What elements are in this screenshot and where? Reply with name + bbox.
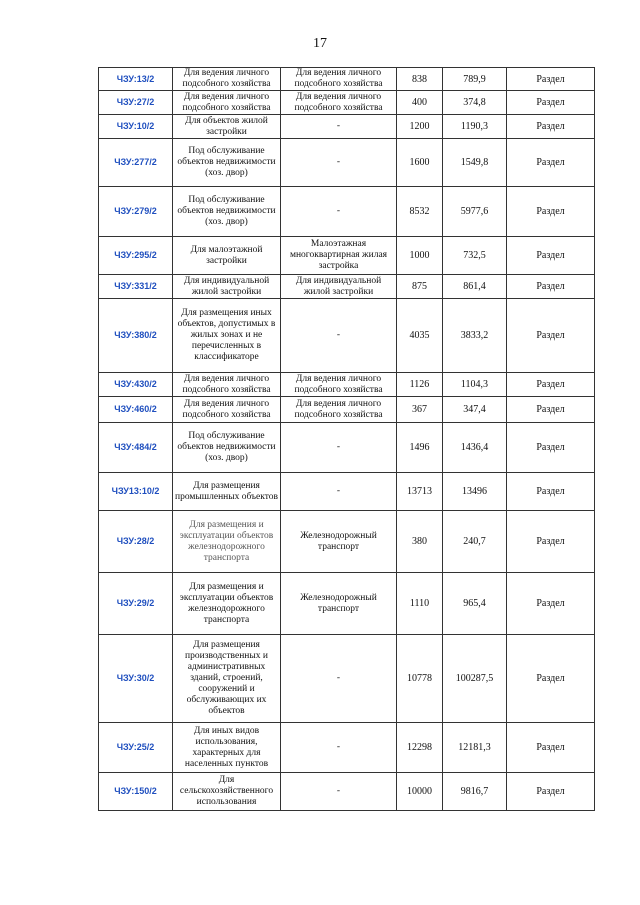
- permitted-use: Для размещения производственных и административных зданий, строений, сооружений и обслуживающих их объектов: [173, 635, 281, 723]
- plot-id: ЧЗУ:331/2: [99, 275, 173, 299]
- permitted-use: Под обслуживание объектов недвижимости (хоз. двор): [173, 187, 281, 237]
- action-cell: Раздел: [507, 187, 595, 237]
- action-cell: Раздел: [507, 68, 595, 91]
- table-row: [99, 773, 595, 811]
- area-value: 1110: [397, 573, 443, 635]
- plot-id: ЧЗУ:150/2: [99, 773, 173, 811]
- action-cell: Раздел: [507, 635, 595, 723]
- alt-permitted-use: -: [281, 473, 397, 511]
- action-cell: Раздел: [507, 773, 595, 811]
- table-row: [99, 91, 595, 115]
- area-actual: 1104,3: [443, 373, 507, 397]
- table-row: [99, 423, 595, 473]
- area-value: 380: [397, 511, 443, 573]
- plot-id: ЧЗУ:430/2: [99, 373, 173, 397]
- table-row: [99, 397, 595, 423]
- plot-id: ЧЗУ:28/2: [99, 511, 173, 573]
- area-value: 400: [397, 91, 443, 115]
- table-row: [99, 237, 595, 275]
- action-cell: Раздел: [507, 275, 595, 299]
- area-actual: 12181,3: [443, 723, 507, 773]
- area-value: 8532: [397, 187, 443, 237]
- alt-permitted-use: Железнодорожный транспорт: [281, 511, 397, 573]
- action-cell: Раздел: [507, 723, 595, 773]
- table-row: [99, 187, 595, 237]
- table-row: [99, 635, 595, 723]
- permitted-use: Для ведения личного подсобного хозяйства: [173, 68, 281, 91]
- area-actual: 13496: [443, 473, 507, 511]
- permitted-use: Для сельскохозяйственного использования: [173, 773, 281, 811]
- table-row: [99, 275, 595, 299]
- area-actual: 1190,3: [443, 115, 507, 139]
- plot-id: ЧЗУ:380/2: [99, 299, 173, 373]
- plot-id: ЧЗУ:277/2: [99, 139, 173, 187]
- permitted-use: Для иных видов использования, характерных для населенных пунктов: [173, 723, 281, 773]
- alt-permitted-use: -: [281, 139, 397, 187]
- area-value: 1600: [397, 139, 443, 187]
- area-actual: 347,4: [443, 397, 507, 423]
- permitted-use: Для объектов жилой застройки: [173, 115, 281, 139]
- plot-id: ЧЗУ:27/2: [99, 91, 173, 115]
- area-value: 4035: [397, 299, 443, 373]
- area-value: 10778: [397, 635, 443, 723]
- table-row: [99, 299, 595, 373]
- action-cell: Раздел: [507, 299, 595, 373]
- action-cell: Раздел: [507, 573, 595, 635]
- permitted-use: Для малоэтажной застройки: [173, 237, 281, 275]
- action-cell: Раздел: [507, 373, 595, 397]
- action-cell: Раздел: [507, 511, 595, 573]
- table-row: [99, 723, 595, 773]
- alt-permitted-use: Для ведения личного подсобного хозяйства: [281, 373, 397, 397]
- area-value: 10000: [397, 773, 443, 811]
- area-value: 367: [397, 397, 443, 423]
- plot-id: ЧЗУ:484/2: [99, 423, 173, 473]
- area-actual: 9816,7: [443, 773, 507, 811]
- alt-permitted-use: Для ведения личного подсобного хозяйства: [281, 68, 397, 91]
- action-cell: Раздел: [507, 473, 595, 511]
- table-row: [99, 511, 595, 573]
- area-actual: 240,7: [443, 511, 507, 573]
- permitted-use: Для ведения личного подсобного хозяйства: [173, 91, 281, 115]
- alt-permitted-use: Железнодорожный транспорт: [281, 573, 397, 635]
- alt-permitted-use: Малоэтажная многоквартирная жилая застройка: [281, 237, 397, 275]
- alt-permitted-use: Для ведения личного подсобного хозяйства: [281, 397, 397, 423]
- area-actual: 100287,5: [443, 635, 507, 723]
- area-actual: 732,5: [443, 237, 507, 275]
- table-row: [99, 473, 595, 511]
- permitted-use: Для ведения личного подсобного хозяйства: [173, 373, 281, 397]
- land-plots-table: [98, 67, 595, 811]
- permitted-use: Для ведения личного подсобного хозяйства: [173, 397, 281, 423]
- action-cell: Раздел: [507, 139, 595, 187]
- area-value: 838: [397, 68, 443, 91]
- permitted-use: Для размещения и эксплуатации объектов железнодорожного транспорта: [173, 573, 281, 635]
- alt-permitted-use: -: [281, 115, 397, 139]
- table-row: [99, 139, 595, 187]
- area-actual: 1549,8: [443, 139, 507, 187]
- table-row: [99, 373, 595, 397]
- action-cell: Раздел: [507, 423, 595, 473]
- permitted-use: Для размещения промышленных объектов: [173, 473, 281, 511]
- area-actual: 789,9: [443, 68, 507, 91]
- table-row: [99, 115, 595, 139]
- area-value: 1000: [397, 237, 443, 275]
- area-value: 1496: [397, 423, 443, 473]
- permitted-use: Для размещения иных объектов, допустимых в жилых зонах и не перечисленных в классификаторе: [173, 299, 281, 373]
- plot-id: ЧЗУ:25/2: [99, 723, 173, 773]
- alt-permitted-use: Для ведения личного подсобного хозяйства: [281, 91, 397, 115]
- action-cell: Раздел: [507, 115, 595, 139]
- plot-id: ЧЗУ:279/2: [99, 187, 173, 237]
- page-number: 17: [313, 36, 327, 51]
- area-actual: 965,4: [443, 573, 507, 635]
- alt-permitted-use: -: [281, 723, 397, 773]
- area-actual: 3833,2: [443, 299, 507, 373]
- area-value: 13713: [397, 473, 443, 511]
- area-actual: 374,8: [443, 91, 507, 115]
- action-cell: Раздел: [507, 397, 595, 423]
- area-value: 1126: [397, 373, 443, 397]
- alt-permitted-use: -: [281, 299, 397, 373]
- permitted-use: Для индивидуальной жилой застройки: [173, 275, 281, 299]
- alt-permitted-use: Для индивидуальной жилой застройки: [281, 275, 397, 299]
- plot-id: ЧЗУ:295/2: [99, 237, 173, 275]
- plot-id: ЧЗУ:29/2: [99, 573, 173, 635]
- plot-id: ЧЗУ:13/2: [99, 68, 173, 91]
- permitted-use: Для размещения и эксплуатации объектов железнодорожного транспорта: [173, 511, 281, 573]
- alt-permitted-use: -: [281, 423, 397, 473]
- table-row: [99, 68, 595, 91]
- alt-permitted-use: -: [281, 187, 397, 237]
- area-value: 1200: [397, 115, 443, 139]
- alt-permitted-use: -: [281, 635, 397, 723]
- action-cell: Раздел: [507, 91, 595, 115]
- area-actual: 5977,6: [443, 187, 507, 237]
- area-actual: 1436,4: [443, 423, 507, 473]
- area-actual: 861,4: [443, 275, 507, 299]
- action-cell: Раздел: [507, 237, 595, 275]
- table-row: [99, 573, 595, 635]
- permitted-use: Под обслуживание объектов недвижимости (хоз. двор): [173, 139, 281, 187]
- area-value: 12298: [397, 723, 443, 773]
- plot-id: ЧЗУ:460/2: [99, 397, 173, 423]
- permitted-use: Под обслуживание объектов недвижимости (хоз. двор): [173, 423, 281, 473]
- alt-permitted-use: -: [281, 773, 397, 811]
- plot-id: ЧЗУ:30/2: [99, 635, 173, 723]
- plot-id: ЧЗУ13:10/2: [99, 473, 173, 511]
- plot-id: ЧЗУ:10/2: [99, 115, 173, 139]
- area-value: 875: [397, 275, 443, 299]
